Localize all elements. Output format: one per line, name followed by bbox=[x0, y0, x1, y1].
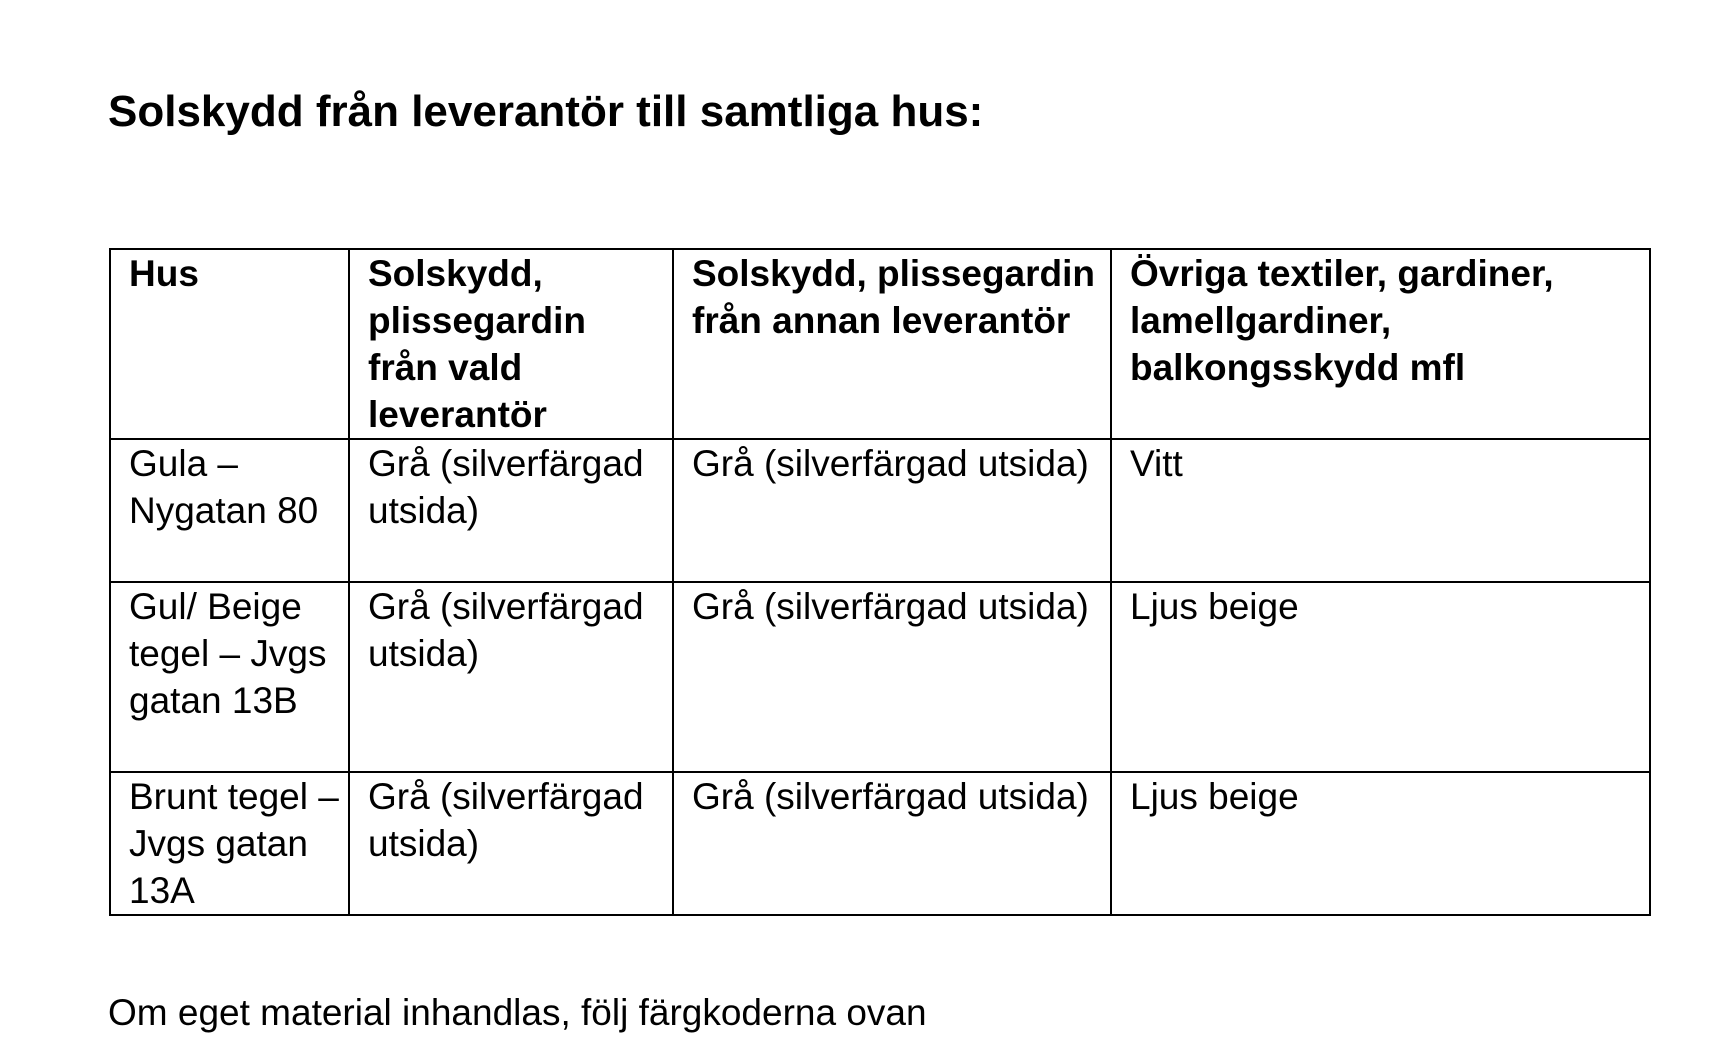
header-hus: Hus bbox=[110, 249, 349, 439]
table-row bbox=[110, 772, 1650, 915]
document-title: Solskydd från leverantör till samtliga hus: bbox=[108, 87, 984, 136]
cell-vald-leverantor: Grå (silverfärgad utsida) bbox=[349, 439, 673, 582]
cell-vald-leverantor: Grå (silverfärgad utsida) bbox=[349, 772, 673, 915]
cell-hus: Gula – Nygatan 80 bbox=[110, 439, 349, 582]
cell-ovriga-textiler: Vitt bbox=[1111, 439, 1650, 582]
cell-ovriga-textiler: Ljus beige bbox=[1111, 772, 1650, 915]
table-header-row bbox=[110, 249, 1650, 439]
color-table bbox=[109, 248, 1651, 916]
cell-hus: Brunt tegel – Jvgs gatan 13A bbox=[110, 772, 349, 915]
header-vald-leverantor: Solskydd, plissegardin från vald leverantör bbox=[349, 249, 673, 439]
cell-vald-leverantor: Grå (silverfärgad utsida) bbox=[349, 582, 673, 772]
table-row bbox=[110, 439, 1650, 582]
cell-annan-leverantor: Grå (silverfärgad utsida) bbox=[673, 772, 1111, 915]
header-annan-leverantor: Solskydd, plissegardin från annan leverantör bbox=[673, 249, 1111, 439]
table-row bbox=[110, 582, 1650, 772]
cell-ovriga-textiler: Ljus beige bbox=[1111, 582, 1650, 772]
header-ovriga-textiler: Övriga textiler, gardiner, lamellgardiner, balkongsskydd mfl bbox=[1111, 249, 1650, 439]
cell-annan-leverantor: Grå (silverfärgad utsida) bbox=[673, 439, 1111, 582]
cell-hus: Gul/ Beige tegel – Jvgs gatan 13B bbox=[110, 582, 349, 772]
cell-annan-leverantor: Grå (silverfärgad utsida) bbox=[673, 582, 1111, 772]
footnote: Om eget material inhandlas, följ färgkoderna ovan bbox=[108, 992, 927, 1033]
